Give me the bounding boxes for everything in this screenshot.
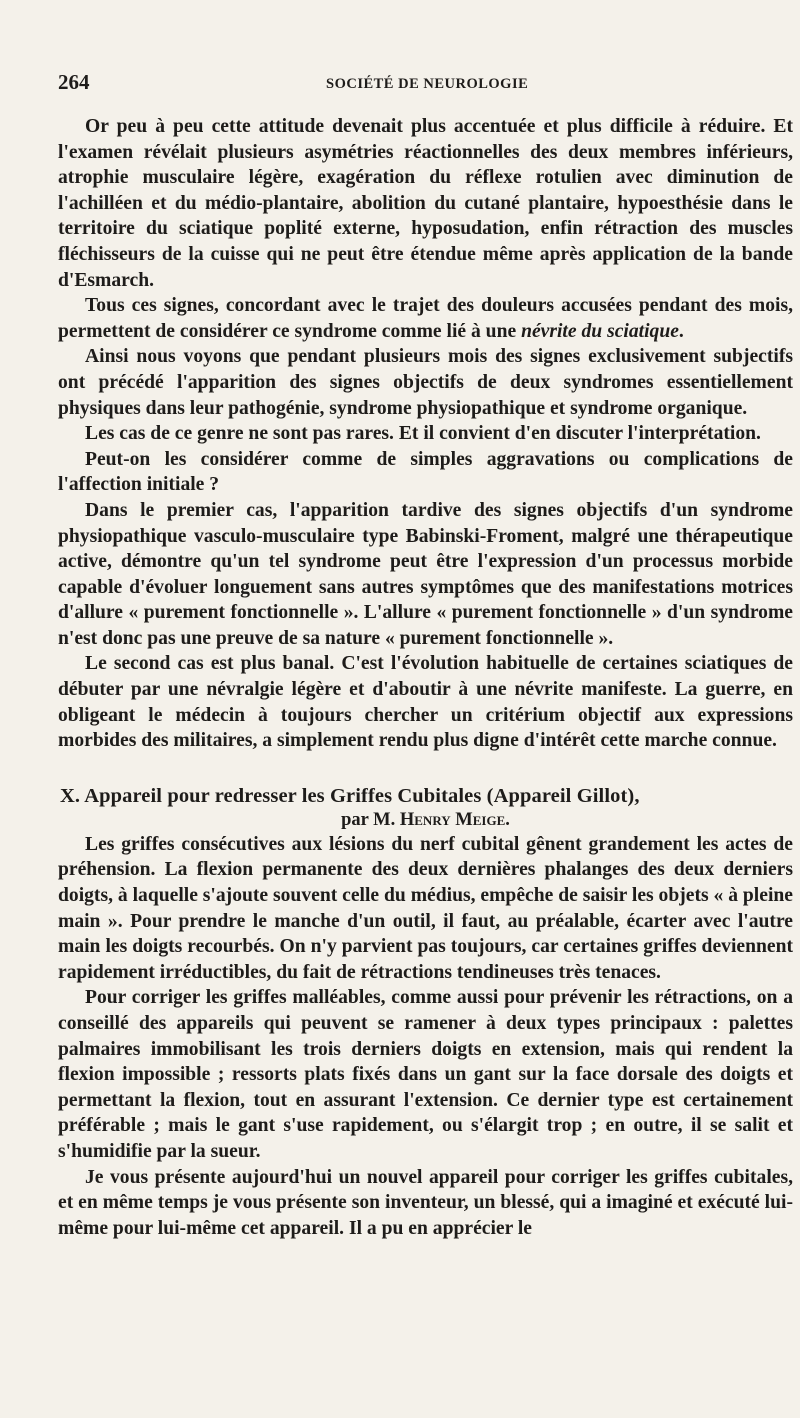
paragraph: Or peu à peu cette attitude devenait plus accentuée et plus difficile à réduire. Et l'examen révélait plusieurs asymétries réactionnelles des deux membres inférieurs, atrophie musculaire légère, exagération du réflexe rotulien avec diminution de l'achilléen et du médio-plantaire, abolition du cutané plantaire, hypoesthésie dans le territoire du sciatique poplité externe, hyposudation, enfin rétraction des muscles fléchisseurs de la cuisse qui ne peut être étendue même après application de la bande d'Esmarch. — [58, 116, 793, 291]
paragraph: Dans le premier cas, l'apparition tardive des signes objectifs d'un syndrome physiopathique vasculo-musculaire type Babinski-Froment, malgré une thérapeutique active, démontre qu'un tel syndrome peut être l'expression d'un processus morbide capable d'évoluer longuement sans autres symptômes que des manifestations motrices d'allure « purement fonctionnelle ». L'allure « purement fonctionnelle » d'un syndrome n'est donc pas une preuve de sa nature « purement fonctionnelle ». — [58, 499, 793, 649]
author-prefix: par M. — [341, 809, 400, 830]
text-run: Tous ces signes, concordant avec le trajet des douleurs accusées pendant des mois, permettent de considérer ce syndrome comme lié à une — [58, 295, 793, 342]
text-run: . — [678, 320, 684, 342]
author-suffix: . — [505, 809, 510, 830]
author-name: Henry Meige — [399, 809, 506, 830]
paragraph: Les cas de ce genre ne sont pas rares. Et il convient d'en discuter l'interprétation. — [85, 423, 761, 445]
paragraph: Pour corriger les griffes malléables, comme aussi pour prévenir les rétractions, on a conseillé des appareils qui peuvent se ramener à deux types principaux : palettes palmaires immobilisant les trois derniers doigts en extension, mais qui rendent la flexion impossible ; ressorts plats fixés dans un gant sur la face dorsale des doigts et permettant la flexion, tout en assurant l'extension. Ce dernier type est certainement préférable ; mais le gant s'use rapidement, ou s'élargit trop ; en outre, il se salit et s'humidifie par la sueur. — [58, 987, 793, 1162]
running-head: SOCIÉTÉ DE NEUROLOGIE — [326, 76, 529, 92]
page — [58, 70, 793, 1241]
paragraph: Je vous présente aujourd'hui un nouvel appareil pour corriger les griffes cubitales, et en même temps je vous présente son inventeur, un blessé, qui a imaginé et exécuté lui-même pour lui-même cet appareil. Il a pu en apprécier le — [58, 1166, 793, 1239]
paragraph — [58, 293, 793, 344]
paragraph: Ainsi nous voyons que pendant plusieurs mois des signes exclusivement subjectifs ont précédé l'apparition des signes objectifs de deux syndromes essentiellement physiques dans leur pathogénie, syndrome physiopathique et syndrome organique. — [58, 346, 793, 419]
section-x — [58, 784, 793, 1242]
paragraph: Peut-on les considérer comme de simples aggravations ou complications de l'affection initiale ? — [58, 448, 793, 496]
section-author — [58, 808, 793, 832]
emphasis-text: névrite du sciatique — [521, 320, 679, 342]
article-body — [58, 114, 793, 1241]
page-number: 264 — [58, 70, 90, 94]
paragraph: Le second cas est plus banal. C'est l'évolution habituelle de certaines sciatiques de débuter par une névralgie légère et d'aboutir à une névrite manifeste. La guerre, en obligeant le médecin à toujours chercher un critérium objectif aux expressions morbides des militaires, a simplement rendu plus digne d'intérêt cette marche connue. — [58, 653, 793, 752]
paragraph: Les griffes consécutives aux lésions du nerf cubital gênent grandement les actes de préhension. La flexion permanente des deux dernières phalanges des deux derniers doigts, à laquelle s'ajoute souvent celle du médius, empêche de saisir les objets « à pleine main ». Pour prendre le manche d'un outil, il faut, au préalable, écarter avec l'autre main les doigts recourbés. On n'y parvient pas toujours, car certaines griffes deviennent rapidement irréductibles, du fait de rétractions tendineuses très tenaces. — [58, 833, 793, 983]
section-title: X. Appareil pour redresser les Griffes Cubitales (Appareil Gillot), — [60, 784, 640, 807]
page-header — [58, 70, 793, 98]
